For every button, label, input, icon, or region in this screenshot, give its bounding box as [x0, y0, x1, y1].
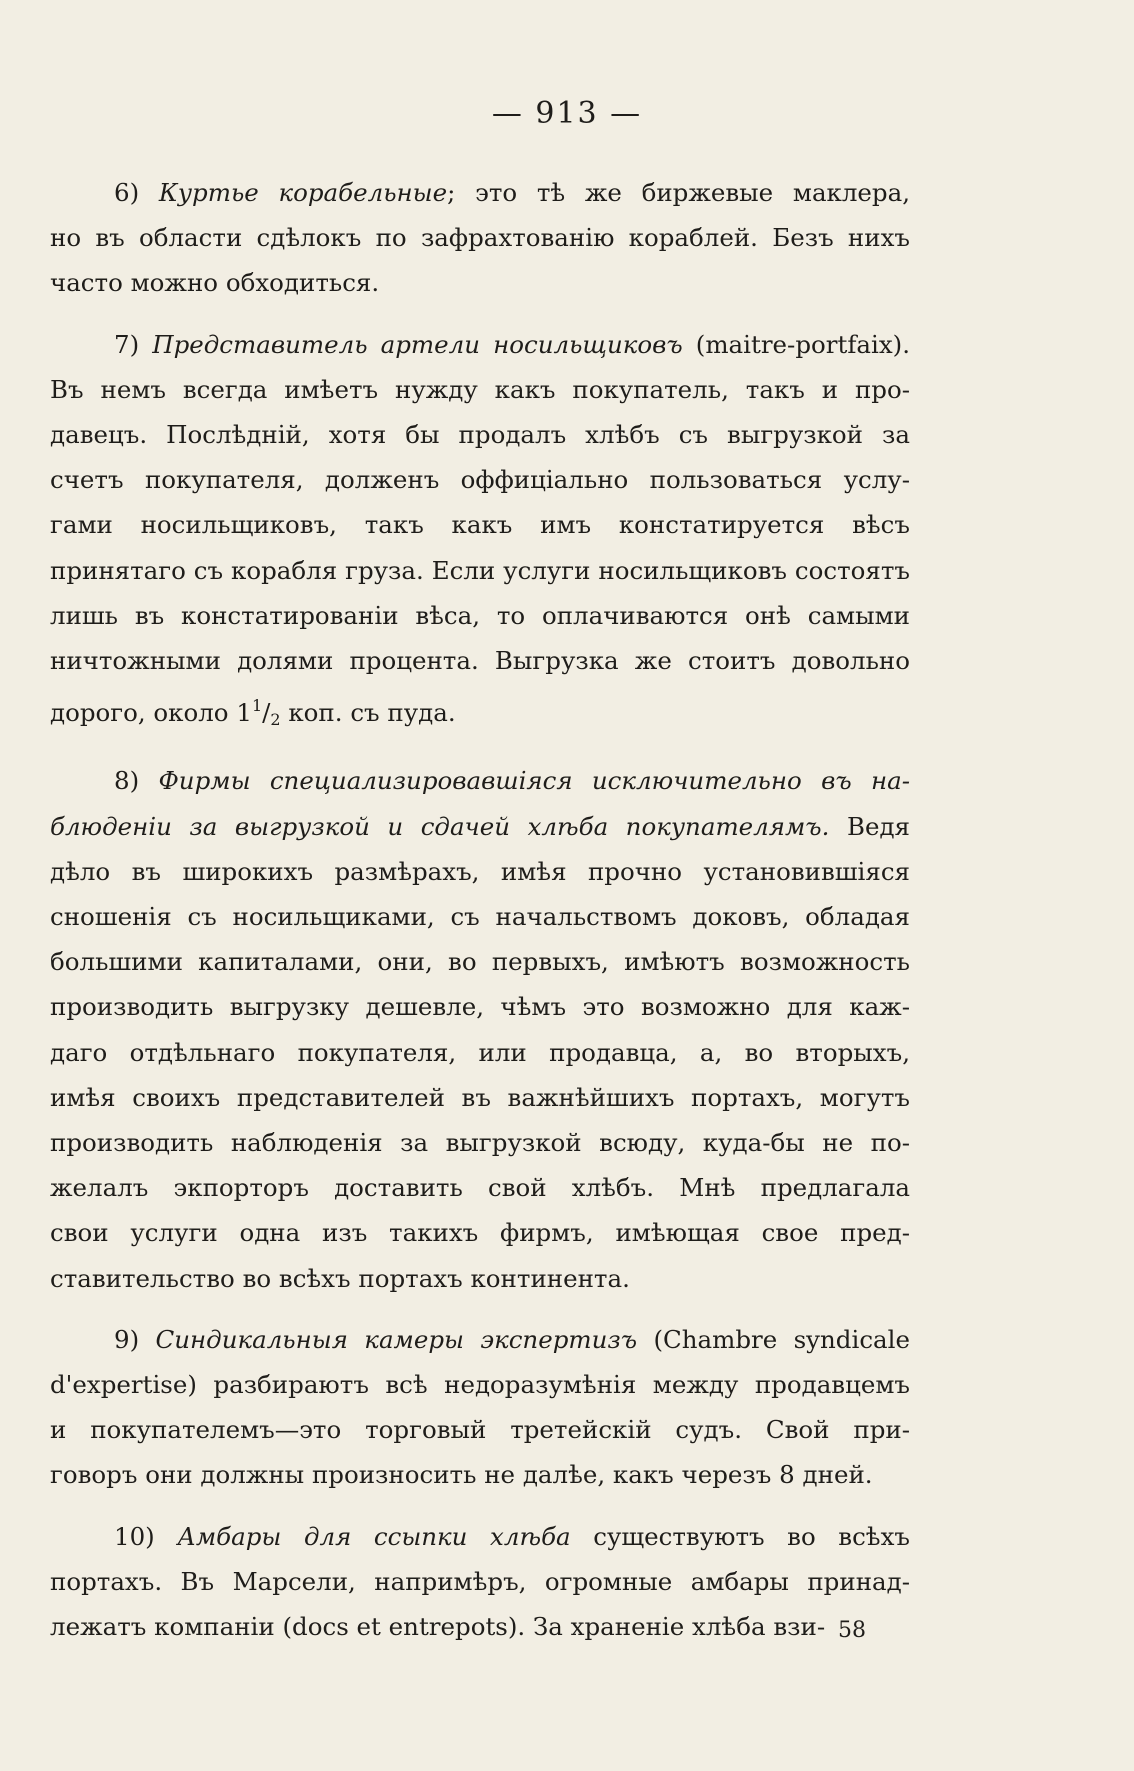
text-run: 8) [114, 766, 159, 796]
text-line [50, 984, 910, 1029]
text-run: 9) [114, 1324, 156, 1354]
text-line [50, 1452, 910, 1497]
page-header: — 913 — [491, 96, 643, 131]
text-run: свои услуги одна изъ такихъ фирмъ, имѣющая свое пред- [50, 1218, 910, 1248]
text-line [50, 758, 910, 803]
text-run: дѣло въ широкихъ размѣрахъ, имѣя прочно установившіяся [50, 856, 910, 886]
text-line [50, 412, 910, 457]
text-run: счетъ покупателя, долженъ оффиціально пользоваться услу- [50, 465, 910, 495]
text-run: Ведя [829, 811, 910, 841]
text-line [50, 1030, 910, 1075]
text-line [50, 1362, 910, 1407]
text-run: ; это тѣ же биржевые маклера, [447, 178, 910, 207]
text-line [50, 548, 910, 593]
text-line [50, 1210, 910, 1255]
text-run: гами носильщиковъ, такъ какъ имъ констатируется вѣсъ [50, 510, 910, 540]
text-run: Фирмы специализировавшіяся исключительно въ на- [158, 766, 910, 796]
text-line [50, 849, 910, 894]
text-run: портахъ. Въ Марсели, напримѣръ, огромные амбары принад- [50, 1566, 910, 1596]
text-run: большими капиталами, они, во первыхъ, имѣютъ возможность [50, 947, 910, 977]
text-run: 7) [114, 329, 153, 359]
text-run: (Chambre syndicale [637, 1324, 910, 1354]
text-line [50, 1559, 910, 1604]
text-line [50, 593, 910, 638]
text-run: Куртье корабельные [158, 178, 448, 207]
text-run: ничтожными долями процента. Выгрузка же стоитъ довольно [50, 646, 910, 676]
text-line [50, 894, 910, 939]
text-run: Амбары для ссыпки хлѣба [177, 1521, 571, 1551]
text-line [50, 215, 910, 260]
text-run: (maitre-portfaix). [682, 329, 910, 359]
text-run: и покупателемъ—это торговый третейскій судъ. Свой при- [50, 1415, 910, 1445]
text-run: желалъ экпорторъ доставить свой хлѣбъ. Мнѣ предлагала [50, 1173, 910, 1203]
text-run: 1 [251, 696, 263, 716]
text-run: 10) [114, 1521, 178, 1551]
paragraph [50, 170, 910, 306]
text-line [50, 683, 910, 742]
text-line [50, 322, 910, 367]
text-run: Синдикальныя камеры экспертизъ [155, 1324, 638, 1354]
text-run: ставительство во всѣхъ портахъ континента. [50, 1263, 630, 1293]
text-run: / [262, 698, 271, 728]
text-run: 6) [114, 178, 159, 207]
text-run: лежатъ компаніи (docs et entrepots). За храненіе хлѣба взи- [50, 1612, 826, 1642]
text-run: лишь въ констатированіи вѣса, то оплачиваются онѣ самыми [50, 600, 910, 630]
text-run: давецъ. Послѣдній, хотя бы продалъ хлѣбъ съ выгрузкой за [50, 420, 910, 450]
text-run: 2 [270, 710, 281, 730]
text-run: но въ области сдѣлокъ по зафрахтованію кораблей. Безъ нихъ [50, 223, 910, 253]
text-line [50, 1075, 910, 1120]
text-run: существуютъ во всѣхъ [570, 1521, 910, 1551]
text-line [50, 638, 910, 683]
text-line [50, 804, 910, 849]
paragraph [50, 758, 910, 1300]
text-run: блюденіи за выгрузкой и сдачей хлѣба покупателямъ. [50, 811, 830, 841]
text-run: производить наблюденія за выгрузкой всюду, куда-бы не по- [50, 1128, 910, 1158]
text-run: производить выгрузку дешевле, чѣмъ это возможно для каж- [50, 992, 910, 1022]
text-line [50, 457, 910, 502]
text-run: имѣя своихъ представителей въ важнѣйшихъ портахъ, могутъ [50, 1082, 910, 1112]
text-run: Представитель артели носильщиковъ [152, 329, 683, 359]
signature-mark: 58 [838, 1618, 866, 1643]
text-run: часто можно обходиться. [50, 268, 380, 298]
text-run: принятаго съ корабля груза. Если услуги носильщиковъ состоятъ [50, 555, 910, 585]
text-run: дорого, около 1 [50, 698, 252, 728]
text-line [50, 1165, 910, 1210]
body-text [50, 170, 910, 1665]
text-line [50, 260, 910, 305]
text-line [50, 1407, 910, 1452]
text-run: сношенія съ носильщиками, съ начальствомъ доковъ, обладая [50, 902, 910, 932]
text-line [50, 502, 910, 547]
text-line [50, 1317, 910, 1362]
text-line [50, 367, 910, 412]
text-line [50, 170, 910, 215]
text-line [50, 1514, 910, 1559]
text-run: коп. съ пуда. [280, 698, 456, 728]
text-run: d'expertise) разбираютъ всѣ недоразумѣнія между продавцемъ [50, 1370, 910, 1400]
paragraph [50, 1514, 910, 1650]
text-line [50, 1120, 910, 1165]
text-line [50, 1256, 910, 1301]
text-line [50, 939, 910, 984]
text-run: Въ немъ всегда имѣетъ нужду какъ покупатель, такъ и про- [50, 374, 910, 404]
text-run: говоръ они должны произносить не далѣе, какъ черезъ 8 дней. [50, 1460, 873, 1490]
paragraph [50, 322, 910, 743]
paragraph [50, 1317, 910, 1498]
text-run: даго отдѣльнаго покупателя, или продавца, а, во вторыхъ, [50, 1037, 910, 1067]
text-line [50, 1604, 910, 1649]
